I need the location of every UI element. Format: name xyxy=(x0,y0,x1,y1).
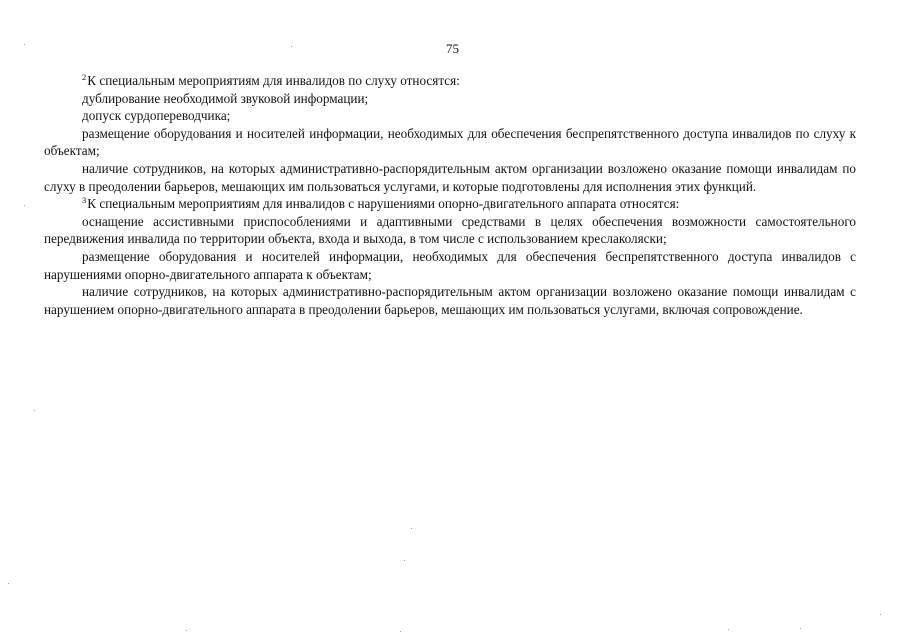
scan-speck xyxy=(411,528,412,529)
scan-speck xyxy=(800,628,801,629)
footnote-2-item-3: размещение оборудования и носителей информации, необходимых для обеспечения беспрепятственного доступа инвалидов по слуху к объектам; xyxy=(44,125,856,159)
footnote-2-item-2: допуск сурдопереводчика; xyxy=(82,108,231,124)
footnote-3-intro-text: К специальным мероприятиям для инвалидов с нарушениями опорно-двигательного аппарата относятся: xyxy=(87,196,680,212)
footnote-marker-2: 2 xyxy=(82,72,87,82)
footnote-3-item-2: размещение оборудования и носителей информации, необходимых для обеспечения беспрепятственного доступа инвалидов с нарушениями опорно-двигательного аппарата к объектам; xyxy=(44,248,856,282)
footnote-2-item-1: дублирование необходимой звуковой информации; xyxy=(82,90,369,106)
footnote-3-item-1: оснащение ассистивными приспособлениями и адаптивными средствами в целях обеспечения возможности самостоятельного передвижения инвалида по территории объекта, входа и выхода, в том числе с использованием креслаколяски; xyxy=(44,213,856,247)
footnote-2-item-4: наличие сотрудников, на которых административно-распорядительным актом организации возложено оказание помощи инвалидам по слуху в преодолении барьеров, мешающих им пользоваться услугами, и которые подготовлены для исполнения этих функций. xyxy=(44,160,856,194)
page-number: 75 xyxy=(446,41,459,56)
scan-speck xyxy=(186,630,187,631)
scan-speck xyxy=(728,629,729,630)
document-body xyxy=(44,72,856,318)
footnote-2-intro xyxy=(44,72,856,90)
scan-speck xyxy=(24,44,25,45)
scan-speck xyxy=(24,205,25,206)
footnote-2-intro-text: К специальным мероприятиям для инвалидов по слуху относятся: xyxy=(87,73,460,88)
scan-speck xyxy=(880,614,881,615)
footnote-3-intro xyxy=(44,195,856,213)
footnote-3-item-3: наличие сотрудников, на которых административно-распорядительным актом организации возложено оказание помощи инвалидам с нарушением опорно-двигательного аппарата в преодолении барьеров, мешающих им пользоваться услугами, включая сопровождение. xyxy=(44,284,856,317)
scan-speck xyxy=(400,631,401,632)
scan-speck xyxy=(8,583,9,584)
scan-speck xyxy=(291,46,292,47)
scan-speck xyxy=(34,410,35,411)
footnote-marker-3: 3 xyxy=(82,195,87,206)
scan-speck xyxy=(404,560,405,561)
